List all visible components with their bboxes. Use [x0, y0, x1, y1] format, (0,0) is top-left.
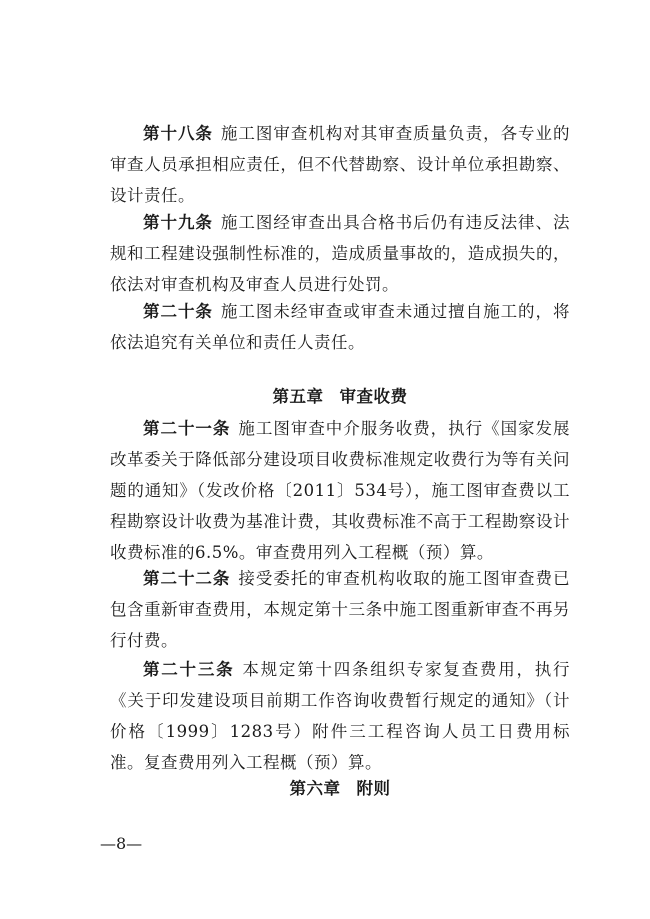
chapter-title: 审查收费	[339, 387, 408, 406]
article-text: 施工图经审查出具合格书后仍有违反法律、法规和工程建设强制性标准的，造成质量事故的，造成损失的，依法对审查机构及审查人员进行处罚。	[110, 213, 571, 294]
article-label: 第二十条	[143, 302, 213, 321]
article-label: 第十八条	[143, 124, 213, 143]
article-23	[110, 654, 570, 778]
article-19	[110, 207, 570, 300]
article-label: 第二十二条	[143, 569, 231, 588]
article-text: 施工图未经审查或审查未通过擅自施工的，将依法追究有关单位和责任人责任。	[110, 302, 571, 352]
article-text: 施工图审查机构对其审查质量负责，各专业的审查人员承担相应责任，但不代替勘察、设计单位承担勘察、设计责任。	[110, 124, 571, 205]
article-21	[110, 413, 570, 568]
chapter-5-heading	[110, 383, 570, 407]
article-label: 第十九条	[143, 213, 213, 232]
article-label: 第二十三条	[143, 660, 235, 679]
chapter-6-heading	[110, 775, 570, 799]
article-22	[110, 563, 570, 656]
chapter-title: 附则	[356, 779, 391, 798]
article-18	[110, 118, 570, 211]
article-text: 施工图审查中介服务收费，执行《国家发展改革委关于降低部分建设项目收费标准规定收费行为等有关问题的通知》（发改价格〔2011〕534号），施工图审查费以工程勘察设计收费为基准计费，其收费标准不高于工程勘察设计收费标准的6.5%。审查费用列入工程概（预）算。	[110, 419, 571, 562]
article-text: 接受委托的审查机构收取的施工图审查费已包含重新审查费用，本规定第十三条中施工图重新审查不再另行付费。	[110, 569, 571, 650]
article-20	[110, 296, 570, 358]
article-label: 第二十一条	[143, 419, 231, 438]
chapter-number: 第五章	[272, 387, 324, 406]
chapter-number: 第六章	[289, 779, 341, 798]
article-text: 本规定第十四条组织专家复查费用，执行《关于印发建设项目前期工作咨询收费暂行规定的通知》（计价格〔1999〕1283号）附件三工程咨询人员工日费用标准。复查费用列入工程概（预）算。	[110, 660, 571, 772]
page-number: —8—	[100, 834, 143, 853]
